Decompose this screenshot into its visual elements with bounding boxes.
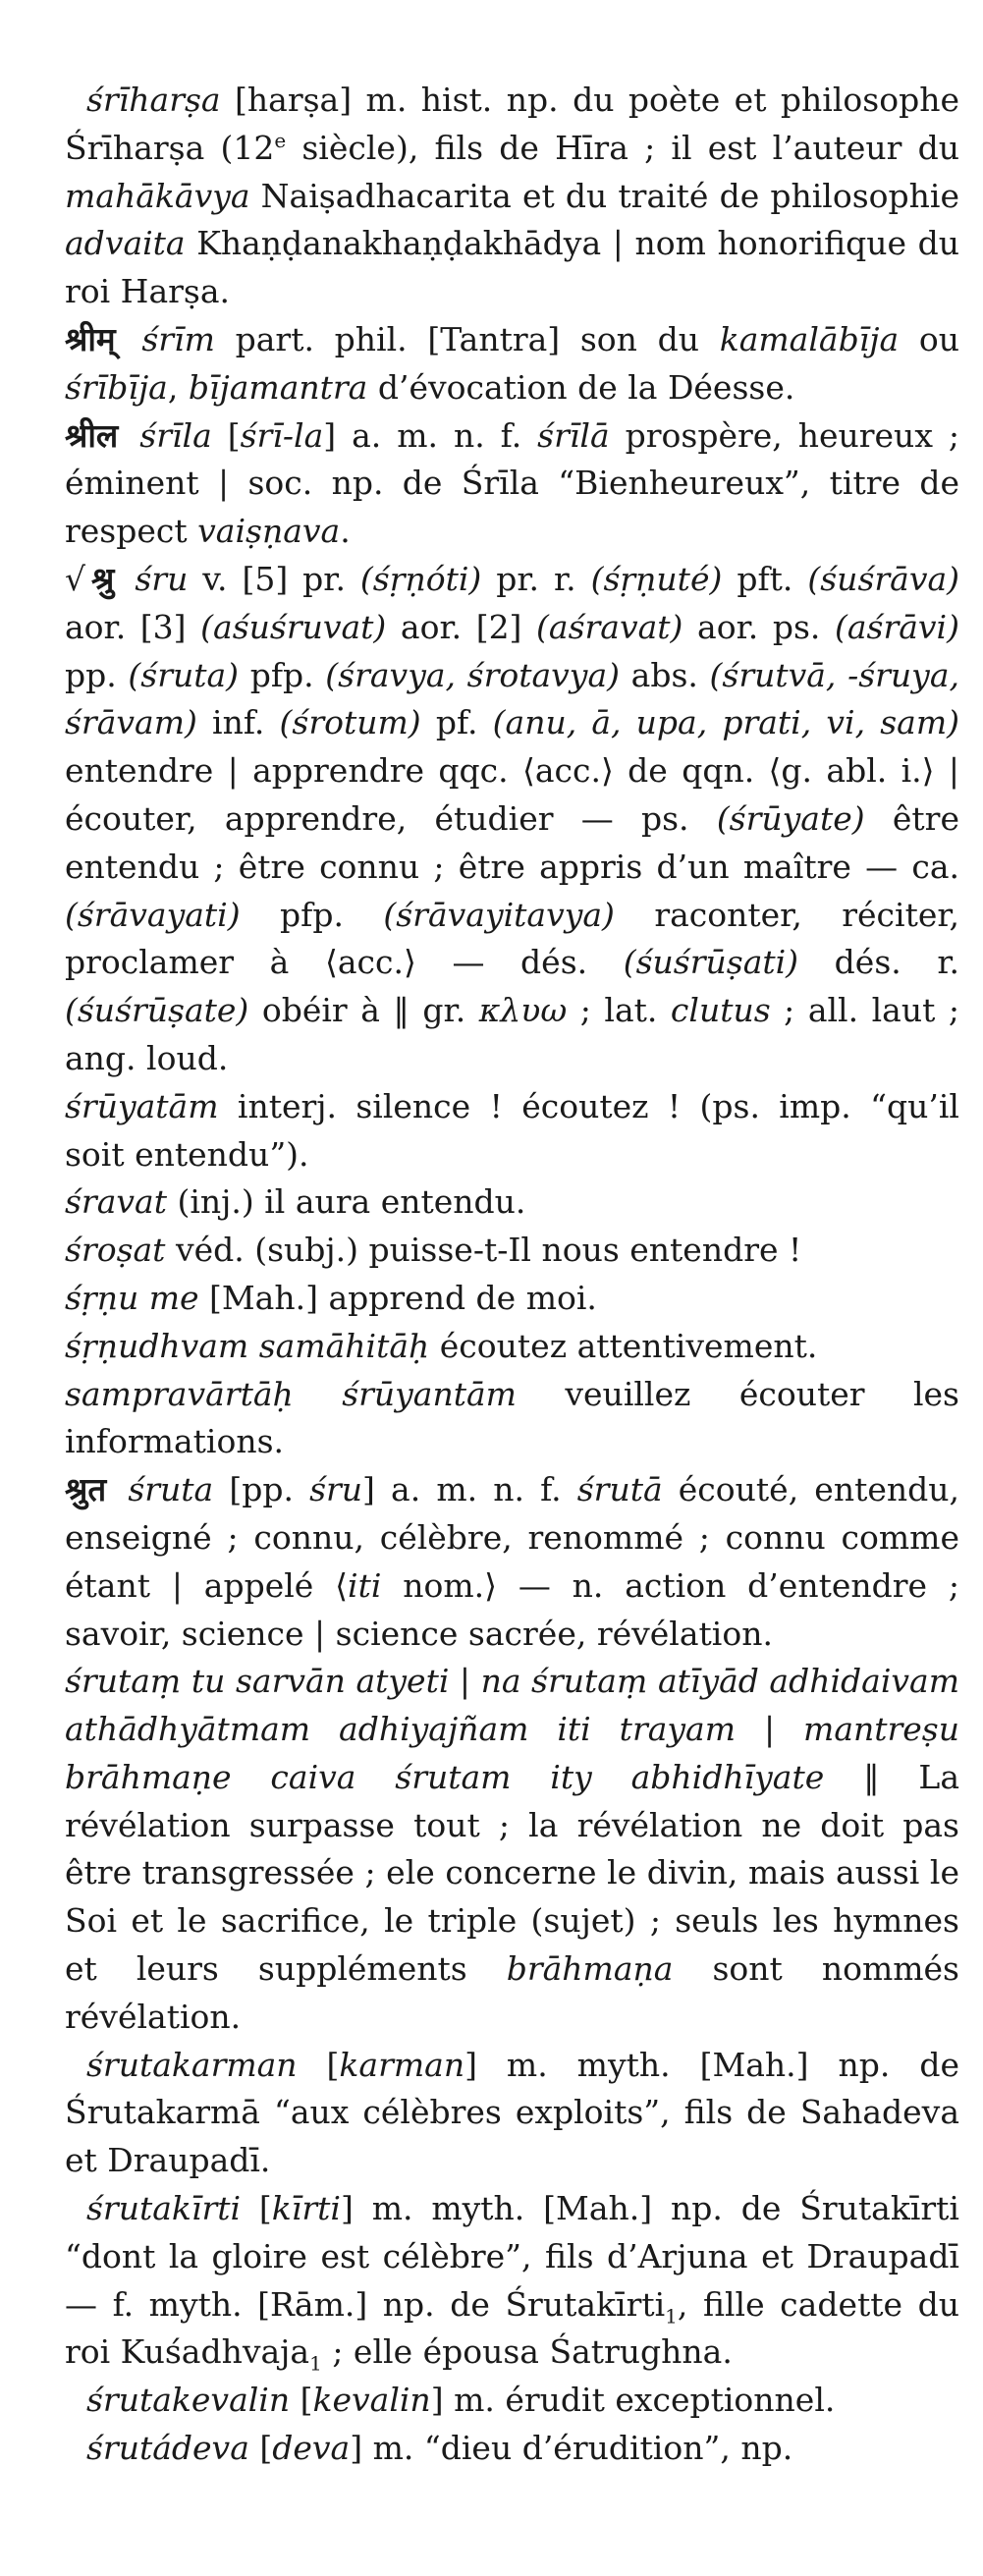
italic-text: brāhmaṇa xyxy=(506,1949,674,1989)
entry-text: ; elle épousa Śatrughna. xyxy=(321,2332,733,2372)
italic-text: (śrūyate) xyxy=(716,798,865,838)
entry-text: ] a. m. n. f. xyxy=(362,1470,577,1509)
entry-text: ] m. “dieu d’érudition”, np. xyxy=(350,2429,793,2468)
entry-text: [pp. xyxy=(213,1470,310,1509)
italic-text: (śrāvayati) xyxy=(65,895,241,934)
entry-srutadeva xyxy=(65,2425,959,2473)
entry-sruyatam xyxy=(65,1083,959,1179)
entry-text: ] m. érudit exceptionnel. xyxy=(430,2381,836,2420)
entry-text: véd. (subj.) puisse-t-Il nous entendre ! xyxy=(165,1231,802,1270)
devanagari-headword: श्रुत xyxy=(65,1470,107,1509)
entry-text xyxy=(124,416,139,455)
entry-text: ‖ La révélation surpasse tout ; la révélation ne doit pas être transgressée ; ele concerne le divin, mais aussi le Soi et le sacrifice, le triple (sujet) ; seuls les hymnes et leurs suppléments xyxy=(65,1757,959,1989)
italic-text: śṛṇu me xyxy=(65,1278,199,1317)
italic-text: advaita xyxy=(65,224,186,263)
entry-text: ; lat. xyxy=(567,991,671,1030)
entry-text: [Mah.] apprend de moi. xyxy=(198,1278,597,1317)
entry-text: [harṣa] m. hist. np. du poète et philosophe Śrīharṣa (12 xyxy=(65,81,959,167)
devanagari-headword: श्रु xyxy=(91,559,115,598)
entry-text: Naiṣadhacarita et du traité de philosophie xyxy=(249,176,959,215)
headword: śruta xyxy=(128,1470,214,1509)
headword: śru xyxy=(135,559,189,598)
entry-text: obéir à ‖ gr. xyxy=(248,991,479,1030)
entry-text: entendre | apprendre qqc. ⟨acc.⟩ de qqn. ⟨g. abl. i.⟩ | écouter, apprendre, étudier — ps. xyxy=(65,751,959,838)
entry-srnu-me xyxy=(65,1275,959,1323)
entry-srila xyxy=(65,412,959,556)
italic-text: śrūyatām xyxy=(65,1086,219,1125)
italic-text: (śrāvayitavya) xyxy=(383,895,615,934)
entry-text: [ xyxy=(211,415,241,455)
entry-sravat xyxy=(65,1178,959,1227)
italic-text: śrutā xyxy=(576,1470,663,1509)
devanagari-headword: श्रीम् xyxy=(65,319,116,358)
entry-text: d’évocation de la Déesse. xyxy=(367,367,795,407)
entry-text: prospère, heureux ; éminent | soc. np. de Śrīla “Bienheureux”, titre de respect xyxy=(65,415,959,551)
italic-text: (śṛṇuté) xyxy=(590,559,723,598)
entry-srutakevalin xyxy=(65,2377,959,2425)
entry-srutam-tu xyxy=(65,1658,959,2041)
entry-text: pfp. xyxy=(240,895,384,934)
italic-text: (śrutvā, -śruya, śrāvam) xyxy=(65,655,959,742)
entry-text: ; all. laut ; ang. loud. xyxy=(65,991,959,1077)
entry-text: aor. ps. xyxy=(683,607,835,646)
italic-text: kevalin xyxy=(312,2381,431,2420)
entry-srim xyxy=(65,316,959,412)
entry-text xyxy=(120,560,135,598)
italic-text: deva xyxy=(272,2429,351,2468)
entry-text: être entendu ; être connu ; être appris d’un maître — ca. xyxy=(65,798,959,886)
italic-text: śroṣat xyxy=(65,1231,166,1270)
entry-text: ou xyxy=(899,319,959,358)
entry-text: nom.⟩ — n. action d’entendre ; savoir, science | science sacrée, révélation. xyxy=(65,1565,959,1653)
italic-text: kīrti xyxy=(271,2189,341,2228)
entry-text: Khaṇḍanakhaṇḍakhādya | nom honorifique du roi Harṣa. xyxy=(65,224,959,311)
entry-text: siècle), fils de Hīra ; il est l’auteur du xyxy=(286,128,959,167)
entry-text: ] m. myth. [Mah.] np. de Śrutakīrti “dont la gloire est célèbre”, fils d’Arjuna et Draupadī — f. myth. [Rām.] np. de Śrutakīrti xyxy=(65,2189,959,2324)
italic-text: śrībīja xyxy=(65,367,168,407)
entry-text: [ xyxy=(248,2429,273,2468)
entry-list xyxy=(65,77,959,2473)
entry-text: aor. [2] xyxy=(386,607,537,646)
entry-sru xyxy=(65,556,959,1083)
subscript: 1 xyxy=(309,2352,322,2377)
entry-text: , fille cadette du roi Kuśadhvaja xyxy=(65,2284,959,2372)
entry-text: pfp. xyxy=(239,655,326,694)
italic-text: (śuśrāva) xyxy=(807,559,960,598)
entry-text xyxy=(112,1470,128,1508)
entry-text: sont nommés révélation. xyxy=(65,1949,959,2036)
italic-text: śrī-la xyxy=(240,415,324,455)
headword: śrīla xyxy=(139,415,212,455)
entry-text: ] m. myth. [Mah.] np. de Śrutakarmā “aux célèbres exploits”, fils de Sahadeva et Draupadī. xyxy=(65,2045,959,2180)
entry-text: . xyxy=(340,512,351,551)
italic-text: (śuśrūṣate) xyxy=(65,991,249,1030)
headword: śrutádeva xyxy=(86,2429,249,2468)
superscript: e xyxy=(274,128,287,152)
entry-text: écouté, entendu, enseigné ; connu, célèbre, renommé ; connu comme étant | appelé ⟨ xyxy=(65,1470,960,1605)
entry-text: pf. xyxy=(420,703,493,742)
entry-text: inf. xyxy=(196,703,280,742)
root-sign: √ xyxy=(65,559,86,598)
italic-text: (śṛṇóti) xyxy=(359,559,482,598)
entry-text: [ xyxy=(290,2381,313,2420)
italic-text: vaiṣṇava xyxy=(197,512,341,551)
entry-text: part. phil. [Tantra] son du xyxy=(214,319,720,358)
italic-text: śrutaṃ tu sarvān atyeti | na śrutaṃ atīyād adhidaivam athādhyātmam adhiyajñam iti trayam | mantreṣu brāhmaṇe caiva śrutam ity abhidhīyate xyxy=(65,1662,959,1796)
entry-text: pp. xyxy=(65,655,129,694)
entry-srutakirti xyxy=(65,2185,959,2377)
italic-text: (śrotum) xyxy=(279,703,421,742)
italic-text: sampravārtāḥ śrūyantām xyxy=(65,1374,517,1413)
italic-text: clutus xyxy=(670,991,771,1030)
entry-text: (inj.) il aura entendu. xyxy=(166,1182,526,1222)
entry-text: écoutez attentivement. xyxy=(429,1326,818,1365)
headword: śrīm xyxy=(141,319,215,358)
entry-text: aor. [3] xyxy=(65,607,201,646)
entry-text: pft. xyxy=(722,559,808,598)
entry-srosat xyxy=(65,1227,959,1275)
headword: śrutakevalin xyxy=(86,2381,291,2420)
headword: śrīharṣa xyxy=(86,81,221,119)
entry-srutakarman xyxy=(65,2042,959,2185)
entry-text: raconter, réciter, proclamer à ⟨acc.⟩ — dés. xyxy=(65,895,959,982)
italic-text: (śruta) xyxy=(128,655,240,694)
entry-text xyxy=(122,320,142,358)
italic-text: (aśrāvi) xyxy=(834,607,959,646)
italic-text: śru xyxy=(309,1470,363,1509)
entry-text: abs. xyxy=(620,655,710,694)
entry-text: dés. r. xyxy=(798,943,959,982)
entry-sampra xyxy=(65,1371,959,1467)
entry-sruta xyxy=(65,1466,959,1658)
entry-text: interj. silence ! écoutez ! (ps. imp. “qu’il soit entendu”). xyxy=(65,1086,959,1174)
italic-text: śṛṇudhvam samāhitāḥ xyxy=(65,1326,430,1365)
italic-text: bījamantra xyxy=(188,367,368,407)
italic-text: mahākāvya xyxy=(65,176,250,215)
entry-text: pr. r. xyxy=(481,559,591,598)
italic-text: śravat xyxy=(65,1182,167,1222)
entry-text: veuillez écouter les informations. xyxy=(65,1374,959,1461)
entry-text: , xyxy=(167,367,189,407)
italic-text: (aśuśruvat) xyxy=(200,607,387,646)
italic-text: karman xyxy=(339,2045,465,2084)
subscript: 1 xyxy=(665,2304,678,2329)
entry-sriharsa xyxy=(65,77,959,316)
entry-text: ] a. m. n. f. xyxy=(323,415,538,455)
italic-text: (śuśrūṣati) xyxy=(623,943,799,982)
headword: śrutakīrti xyxy=(86,2189,242,2228)
headword: śrutakarman xyxy=(86,2045,298,2084)
greek-text: κλυω xyxy=(478,991,568,1030)
entry-text: [ xyxy=(297,2045,340,2084)
devanagari-headword: श्रील xyxy=(65,415,119,455)
italic-text: iti xyxy=(348,1565,382,1605)
italic-text: kamalābīja xyxy=(719,319,900,358)
italic-text: śrīlā xyxy=(537,415,610,455)
italic-text: (aśravat) xyxy=(536,607,683,646)
italic-text: (śravya, śrotavya) xyxy=(325,655,620,694)
entry-text: v. [5] pr. xyxy=(188,559,360,598)
italic-text: (anu, ā, upa, prati, vi, sam) xyxy=(492,703,959,742)
entry-text: [ xyxy=(241,2189,272,2228)
entry-srnudhvam xyxy=(65,1323,959,1371)
